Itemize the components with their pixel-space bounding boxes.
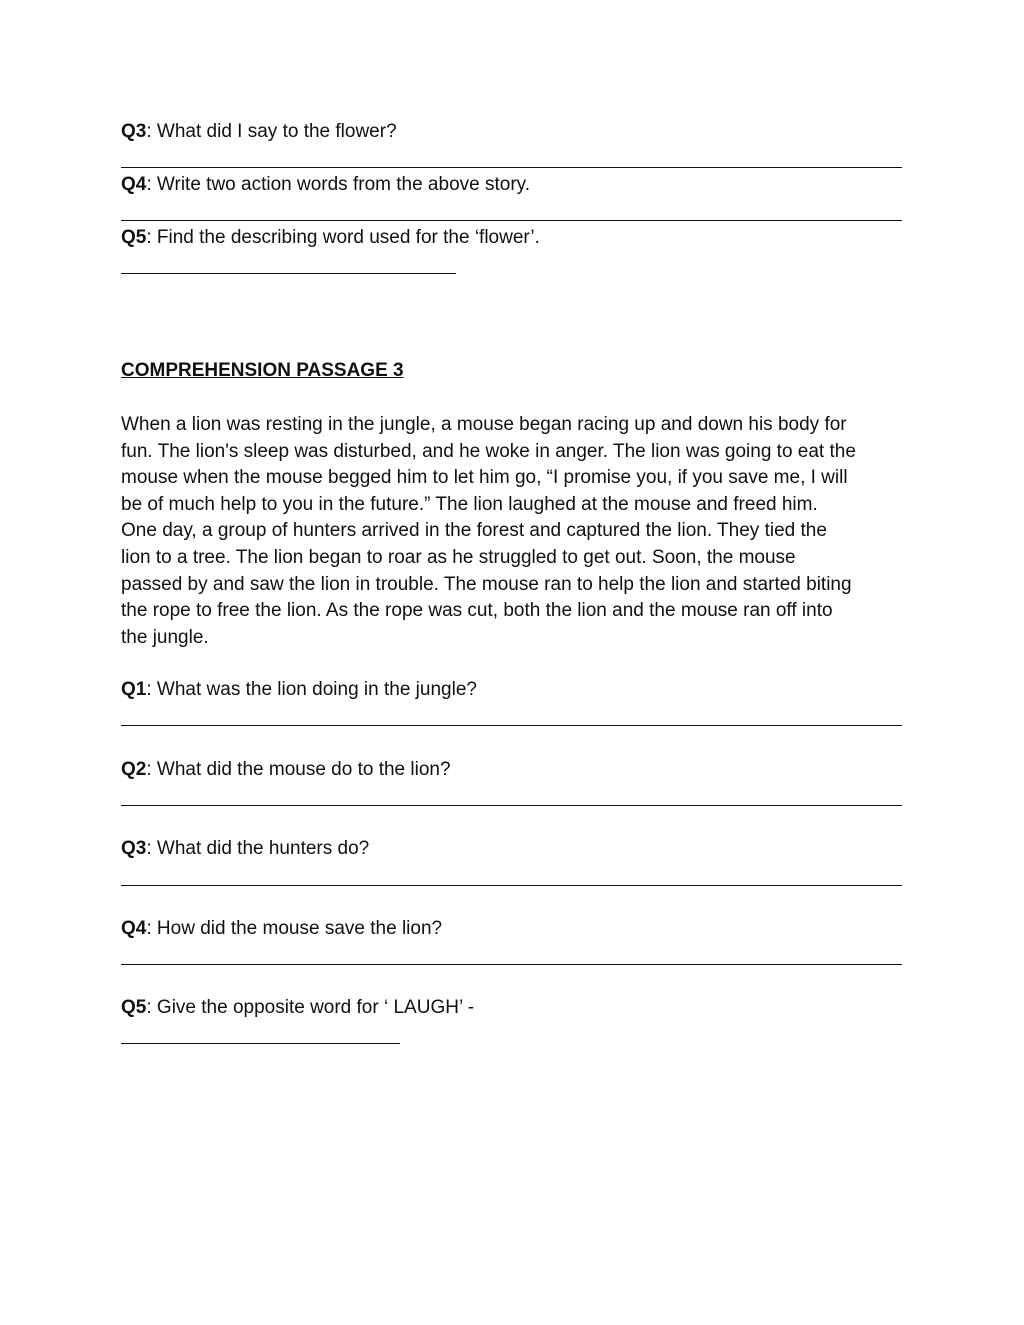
answer-line[interactable]	[121, 805, 902, 806]
answer-line[interactable]	[121, 167, 902, 168]
passage-line: mouse when the mouse begged him to let him go, “I promise you, if you save me, I will	[121, 467, 848, 489]
answer-line[interactable]	[121, 273, 456, 274]
prev-question-5: Q5: Find the describing word used for the ‘flower’.	[121, 227, 540, 248]
answer-line[interactable]	[121, 725, 902, 726]
passage-line: fun. The lion's sleep was disturbed, and he woke in anger. The lion was going to eat the	[121, 440, 856, 462]
question-5: Q5: Give the opposite word for ‘ LAUGH’ -	[121, 997, 475, 1018]
passage-line: the jungle.	[121, 626, 209, 648]
passage-line: lion to a tree. The lion began to roar as he struggled to get out. Soon, the mouse	[121, 546, 796, 568]
answer-line[interactable]	[121, 220, 902, 221]
passage-line: passed by and saw the lion in trouble. The mouse ran to help the lion and started biting	[121, 573, 852, 595]
passage-heading: COMPREHENSION PASSAGE 3	[121, 360, 404, 381]
question-3: Q3: What did the hunters do?	[121, 838, 370, 859]
passage-line: the rope to free the lion. As the rope was cut, both the lion and the mouse ran off into	[121, 600, 833, 622]
answer-line[interactable]	[121, 1043, 400, 1044]
passage-line: When a lion was resting in the jungle, a mouse began racing up and down his body for	[121, 414, 847, 435]
answer-line[interactable]	[121, 885, 902, 886]
question-1: Q1: What was the lion doing in the jungle?	[121, 679, 477, 700]
prev-question-4: Q4: Write two action words from the above story.	[121, 174, 531, 195]
passage-text	[121, 412, 911, 651]
question-2: Q2: What did the mouse do to the lion?	[121, 759, 451, 780]
passage-line: be of much help to you in the future.” The lion laughed at the mouse and freed him.	[121, 493, 818, 515]
answer-line[interactable]	[121, 964, 902, 965]
passage-line: One day, a group of hunters arrived in the forest and captured the lion. They tied the	[121, 520, 827, 542]
question-4: Q4: How did the mouse save the lion?	[121, 918, 443, 939]
prev-question-3: Q3: What did I say to the flower?	[121, 121, 397, 142]
